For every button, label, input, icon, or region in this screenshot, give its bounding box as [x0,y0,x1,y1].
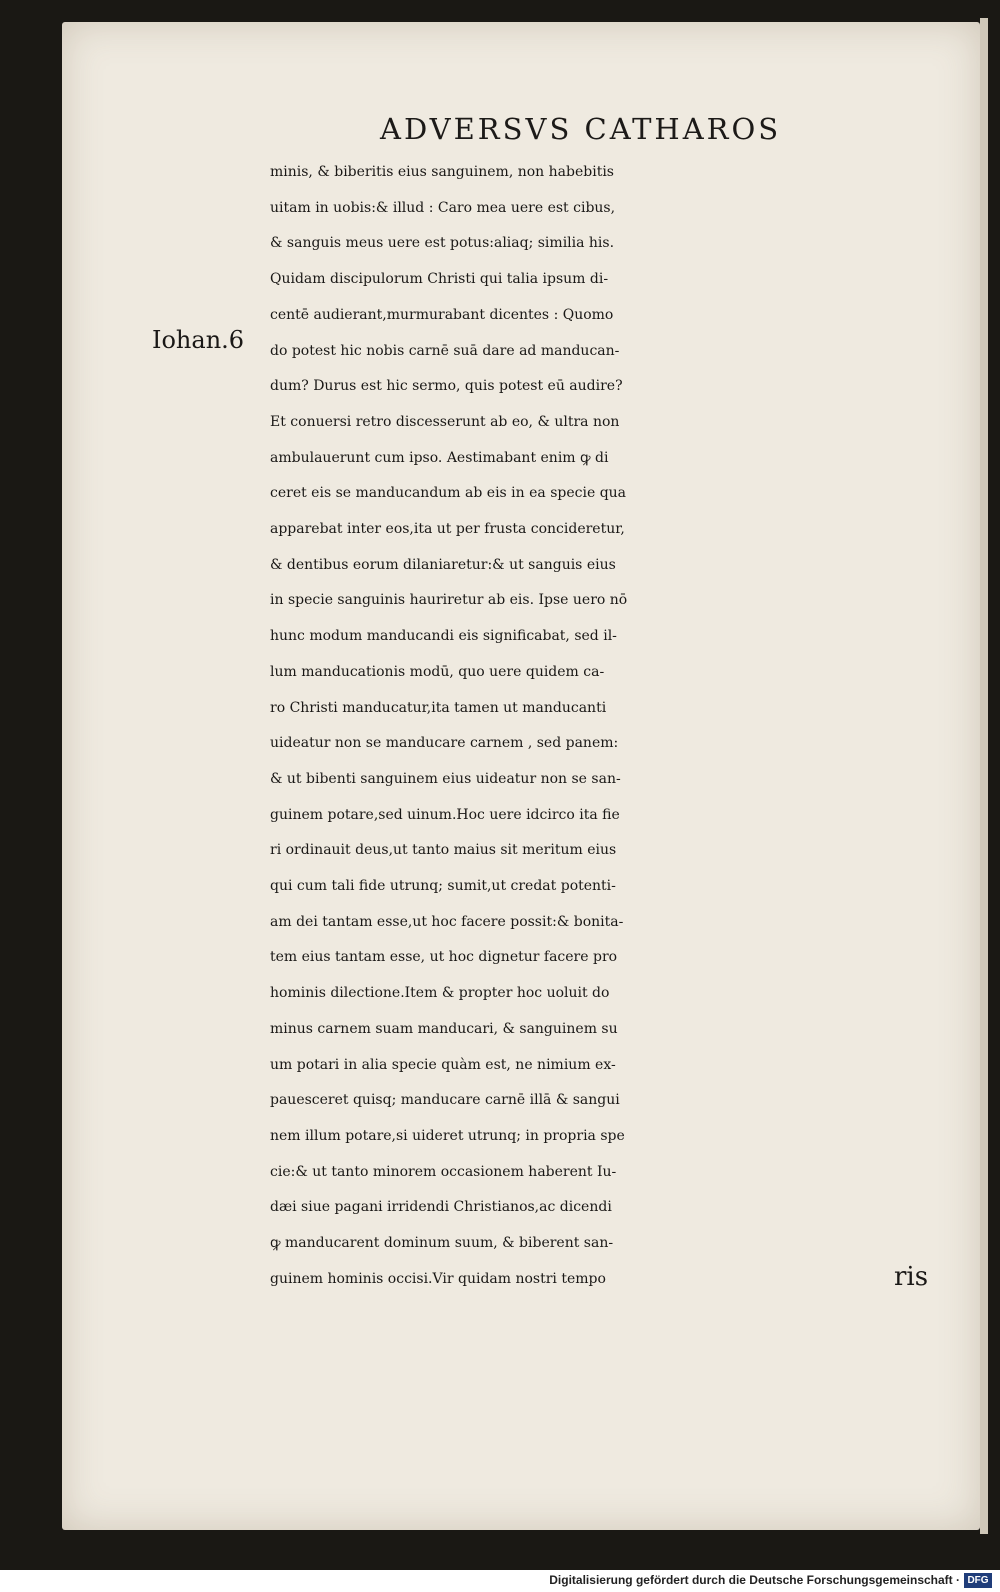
text-line: uideatur non se manducare carnem , sed panem: [270,735,619,752]
catchword: ris [894,1262,929,1292]
text-line: qui cum tali fide utrunq; sumit,ut credat potenti- [270,878,616,895]
text-line: um potari in alia specie quàm est, ne nimium ex- [270,1056,616,1073]
text-line: Quidam discipulorum Christi qui talia ipsum di- [270,271,609,288]
text-line: tem eius tantam esse, ut hoc dignetur facere pro [270,949,618,966]
text-line: hunc modum manducandi eis significabat, sed il- [270,628,617,645]
text-line: apparebat inter eos,ita ut per frusta concideretur, [270,521,625,538]
text-line: pauesceret quisq; manducare carnē illā & sangui [270,1092,620,1109]
text-line: ceret eis se manducandum ab eis in ea specie qua [270,485,627,502]
text-line: ꝙ manducarent dominum suum, & biberent san- [270,1235,614,1252]
text-line: & sanguis meus uere est potus:aliaq; similia his. [270,235,615,252]
text-line: & ut bibenti sanguinem eius uideatur non se san- [270,770,621,787]
page-edge [980,18,988,1534]
text-line: nem illum potare,si uideret utrunq; in propria spe [270,1127,625,1144]
body-text [270,155,938,1298]
text-line: minis, & biberitis eius sanguinem, non habebitis [270,164,614,180]
text-line: & dentibus eorum dilaniaretur:& ut sanguis eius [270,556,616,573]
text-line: ri ordinauit deus,ut tanto maius sit meritum eius [270,842,617,859]
text-line: dæi siue pagani irridendi Christianos,ac dicendi [270,1199,612,1216]
text-line: in specie sanguinis hauriretur ab eis. Ipse uero nō [270,592,628,609]
text-line: dum? Durus est hic sermo, quis potest eū audire? [270,378,623,395]
text-line: minus carnem suam manducari, & sanguinem su [270,1020,618,1037]
text-line: centē audierant,murmurabant dicentes : Quomo [270,306,614,323]
marginal-note: Iohan.6 [152,326,245,354]
footer-credit: Digitalisierung gefördert durch die Deutsche Forschungsgemeinschaft · [549,1573,960,1587]
text-line: ambulauerunt cum ipso. Aestimabant enim ꝙ di [270,449,609,466]
text-line: ro Christi manducatur,ita tamen ut manducanti [270,699,607,716]
text-line: hominis dilectione.Item & propter hoc uoluit do [270,985,610,1002]
text-line: uitam in uobis:& illud : Caro mea uere est cibus, [270,199,616,216]
text-line: Et conuersi retro discesserunt ab eo, & ultra non [270,413,620,430]
text-line: lum manducationis modū, quo uere quidem ca- [270,663,605,680]
text-line: guinem hominis occisi.Vir quidam nostri tempo [270,1270,606,1287]
text-line: do potest hic nobis carnē suā dare ad manducan- [270,342,620,359]
dfg-logo: DFG [964,1573,992,1588]
text-line: cie:& ut tanto minorem occasionem haberent Iu- [270,1163,617,1180]
text-line: guinem potare,sed uinum.Hoc uere idcirco ita fie [270,806,620,823]
running-head: ADVERSVS CATHAROS [380,112,782,146]
text-line: am dei tantam esse,ut hoc facere possit:& bonita- [270,913,624,930]
footer-bar [0,1570,1000,1592]
